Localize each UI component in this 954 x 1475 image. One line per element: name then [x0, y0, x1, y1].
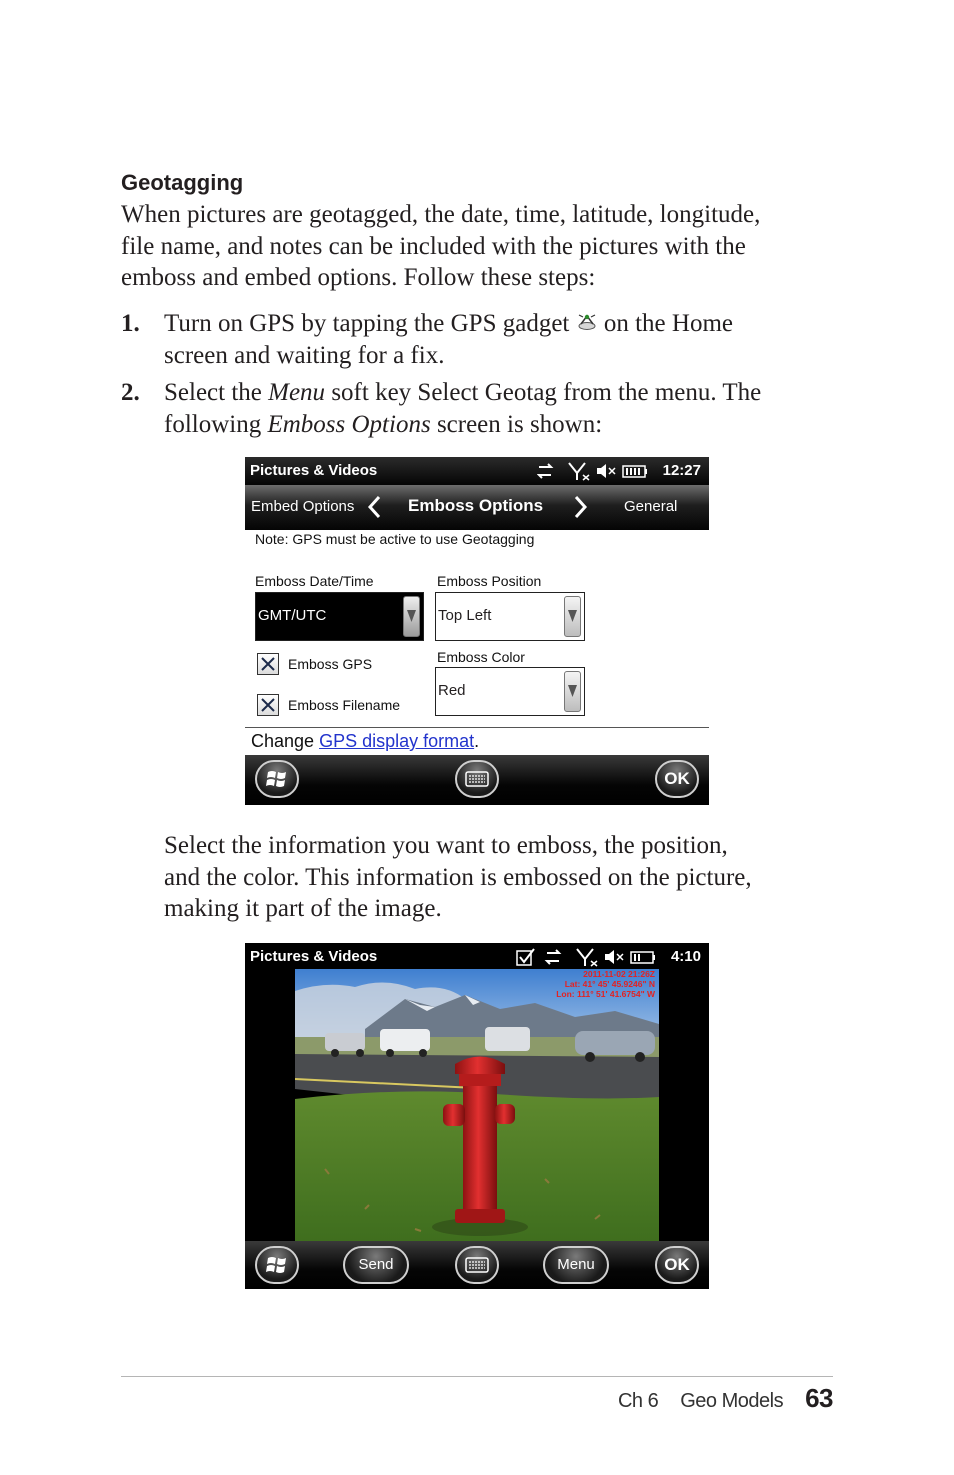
- chapter-label: Ch 6: [617, 1390, 659, 1412]
- footer-rule: [121, 1376, 833, 1377]
- emboss-stamp: [556, 969, 655, 999]
- intro-line: When pictures are geotagged, the date, time, latitude, longitude,: [121, 201, 761, 228]
- windows-logo-icon: [257, 762, 297, 796]
- emboss-color-dropdown[interactable]: [435, 667, 585, 716]
- keyboard-button[interactable]: [455, 1246, 499, 1284]
- emboss-color-value: Red: [438, 682, 466, 699]
- chevron-right-icon[interactable]: [570, 494, 590, 520]
- keyboard-button[interactable]: [455, 760, 499, 798]
- menu-button[interactable]: Menu: [543, 1246, 609, 1284]
- dropdown-arrow-icon[interactable]: [564, 596, 581, 637]
- tab-embed-options[interactable]: Embed Options: [251, 498, 355, 515]
- soft-key-bar: [245, 1241, 709, 1289]
- app-title: Pictures & Videos: [250, 948, 378, 965]
- after-line: making it part of the image.: [164, 895, 442, 923]
- emboss-position-label: Emboss Position: [437, 573, 542, 589]
- change-gps-format-row: [251, 731, 479, 752]
- stamp-longitude: Lon: 111° 51' 41.6754" W: [556, 989, 655, 999]
- emboss-options-screenshot: [245, 457, 709, 805]
- page-footer: [618, 1383, 833, 1414]
- dropdown-arrow-icon[interactable]: [564, 671, 581, 712]
- gps-gadget-icon: [576, 311, 598, 333]
- clock: 4:10: [670, 948, 701, 965]
- screen-name-term: Emboss Options: [267, 410, 431, 438]
- emboss-datetime-dropdown[interactable]: [255, 592, 424, 641]
- after-line: Select the information you want to emboss, the position,: [164, 832, 728, 859]
- title-bar: [245, 943, 709, 971]
- ok-button[interactable]: OK: [655, 760, 699, 798]
- dropdown-arrow-icon[interactable]: [403, 596, 420, 637]
- after-paragraph: [164, 830, 836, 925]
- emboss-datetime-value: GMT/UTC: [258, 607, 327, 624]
- gps-note: Note: GPS must be active to use Geotagging: [255, 531, 535, 547]
- step-text: on the Home: [603, 310, 733, 337]
- step-number: 2.: [121, 379, 140, 406]
- stamp-date: 2011-11-02 21:26Z: [583, 969, 655, 979]
- windows-logo-icon: [257, 1248, 297, 1282]
- ok-button[interactable]: OK: [655, 1246, 699, 1284]
- keyboard-icon: [457, 762, 497, 796]
- emboss-gps-label: Emboss GPS: [288, 656, 373, 672]
- stamp-latitude: Lat: 41° 45' 45.9246" N: [564, 979, 655, 989]
- status-icons: [537, 461, 649, 481]
- app-title: Pictures & Videos: [250, 462, 378, 479]
- clock: 12:27: [662, 462, 701, 479]
- tab-general[interactable]: General: [624, 498, 678, 515]
- gps-display-format-link[interactable]: GPS display format: [319, 731, 475, 751]
- section-label: Geo Models: [680, 1390, 784, 1412]
- status-icons: [515, 947, 665, 967]
- chevron-left-icon[interactable]: [365, 494, 385, 520]
- fire-hydrant-photo: [295, 969, 659, 1241]
- after-line: and the color. This information is embossed on the picture,: [164, 863, 752, 891]
- step-number: 1.: [121, 310, 140, 337]
- start-button[interactable]: [255, 760, 299, 798]
- tab-bar: [245, 485, 709, 530]
- change-end: .: [474, 731, 480, 751]
- emboss-position-value: Top Left: [438, 607, 492, 624]
- intro-paragraph: [121, 199, 836, 294]
- page-number: 63: [805, 1383, 833, 1413]
- emboss-filename-label: Emboss Filename: [288, 697, 401, 713]
- emboss-gps-checkbox[interactable]: [257, 653, 279, 675]
- menu-term: Menu: [268, 379, 326, 406]
- title-bar: [245, 457, 709, 485]
- change-text: Change: [251, 731, 315, 751]
- start-button[interactable]: [255, 1246, 299, 1284]
- emboss-datetime-label: Emboss Date/Time: [255, 573, 374, 589]
- geotagged-photo-screenshot: [245, 943, 709, 1289]
- step-text: Turn on GPS by tapping the GPS gadget: [164, 310, 570, 337]
- step-text: screen and waiting for a fix.: [164, 341, 445, 369]
- keyboard-icon: [457, 1248, 497, 1282]
- emboss-filename-checkbox[interactable]: [257, 694, 279, 716]
- emboss-color-label: Emboss Color: [437, 649, 525, 665]
- divider: [245, 727, 709, 728]
- soft-key-bar: [245, 755, 709, 805]
- tab-emboss-options[interactable]: Emboss Options: [408, 496, 544, 515]
- intro-line: file name, and notes can be included with the pictures with the: [121, 232, 746, 260]
- send-button[interactable]: Send: [343, 1246, 409, 1284]
- step-text: soft key Select Geotag from the menu. The: [331, 379, 762, 406]
- intro-line: emboss and embed options. Follow these steps:: [121, 264, 596, 292]
- step-text: Select the: [164, 379, 262, 406]
- step-text: screen is shown:: [436, 410, 603, 438]
- emboss-position-dropdown[interactable]: [435, 592, 585, 641]
- section-heading: Geotagging: [121, 170, 244, 195]
- step-text: following: [164, 410, 262, 438]
